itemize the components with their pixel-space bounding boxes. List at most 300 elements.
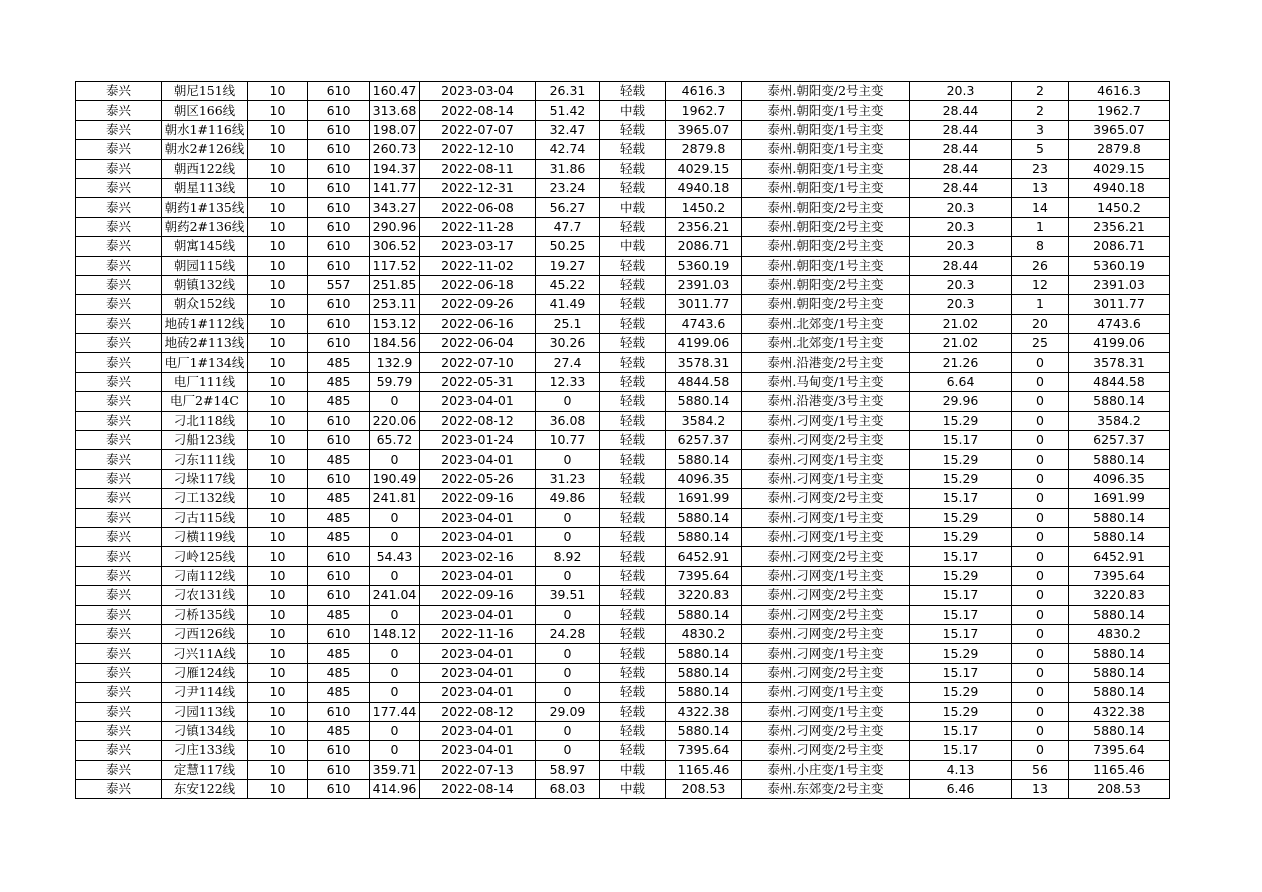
count-cell: 0 <box>1012 721 1069 740</box>
available-cell: 1165.46 <box>1069 760 1170 779</box>
line-name-cell: 定慧117线 <box>162 760 248 779</box>
date-cell: 2022-09-16 <box>420 586 536 605</box>
transformer-load-cell: 15.17 <box>910 624 1012 643</box>
line-name-cell: 刁农131线 <box>162 586 248 605</box>
transformer-load-cell: 20.3 <box>910 237 1012 256</box>
margin-cell: 3220.83 <box>666 586 742 605</box>
load-status-cell: 轻载 <box>600 178 666 197</box>
capacity-cell: 610 <box>308 411 370 430</box>
load-cell: 251.85 <box>370 275 420 294</box>
available-cell: 4029.15 <box>1069 159 1170 178</box>
load-status-cell: 轻载 <box>600 392 666 411</box>
margin-cell: 6452.91 <box>666 547 742 566</box>
capacity-cell: 610 <box>308 586 370 605</box>
table-row <box>76 372 1170 391</box>
load-rate-cell: 0 <box>536 663 600 682</box>
load-rate-cell: 68.03 <box>536 780 600 799</box>
load-cell: 117.52 <box>370 256 420 275</box>
available-cell: 1691.99 <box>1069 489 1170 508</box>
load-cell: 198.07 <box>370 120 420 139</box>
count-cell: 25 <box>1012 334 1069 353</box>
line-name-cell: 刁古115线 <box>162 508 248 527</box>
capacity-cell: 610 <box>308 760 370 779</box>
city-cell: 泰兴 <box>76 605 162 624</box>
table-row <box>76 120 1170 139</box>
capacity-cell: 485 <box>308 663 370 682</box>
voltage-cell: 10 <box>248 663 308 682</box>
capacity-cell: 485 <box>308 508 370 527</box>
transformer-load-cell: 15.17 <box>910 741 1012 760</box>
line-name-cell: 刁工132线 <box>162 489 248 508</box>
load-status-cell: 轻载 <box>600 275 666 294</box>
load-status-cell: 中载 <box>600 101 666 120</box>
date-cell: 2022-06-16 <box>420 314 536 333</box>
load-cell: 65.72 <box>370 431 420 450</box>
transformer-load-cell: 15.29 <box>910 566 1012 585</box>
load-rate-cell: 41.49 <box>536 295 600 314</box>
transformer-load-cell: 28.44 <box>910 120 1012 139</box>
capacity-cell: 610 <box>308 624 370 643</box>
voltage-cell: 10 <box>248 780 308 799</box>
line-name-cell: 朝西122线 <box>162 159 248 178</box>
count-cell: 0 <box>1012 469 1069 488</box>
line-name-cell: 朝星113线 <box>162 178 248 197</box>
load-cell: 0 <box>370 644 420 663</box>
margin-cell: 5880.14 <box>666 508 742 527</box>
voltage-cell: 10 <box>248 372 308 391</box>
capacity-cell: 485 <box>308 489 370 508</box>
margin-cell: 4322.38 <box>666 702 742 721</box>
load-rate-cell: 31.23 <box>536 469 600 488</box>
load-status-cell: 轻载 <box>600 159 666 178</box>
transformer-load-cell: 4.13 <box>910 760 1012 779</box>
load-status-cell: 轻载 <box>600 566 666 585</box>
voltage-cell: 10 <box>248 605 308 624</box>
table-row <box>76 721 1170 740</box>
transformer-cell: 泰州.沿港变/2号主变 <box>742 353 910 372</box>
capacity-cell: 610 <box>308 101 370 120</box>
line-name-cell: 刁东111线 <box>162 450 248 469</box>
transformer-load-cell: 20.3 <box>910 275 1012 294</box>
available-cell: 5880.14 <box>1069 392 1170 411</box>
load-rate-cell: 12.33 <box>536 372 600 391</box>
capacity-cell: 610 <box>308 334 370 353</box>
table-row <box>76 489 1170 508</box>
load-cell: 0 <box>370 392 420 411</box>
available-cell: 2879.8 <box>1069 140 1170 159</box>
capacity-cell: 485 <box>308 605 370 624</box>
table-row <box>76 450 1170 469</box>
load-cell: 141.77 <box>370 178 420 197</box>
date-cell: 2022-11-28 <box>420 217 536 236</box>
capacity-cell: 610 <box>308 780 370 799</box>
table-body <box>76 82 1170 799</box>
capacity-cell: 610 <box>308 741 370 760</box>
line-name-cell: 刁园113线 <box>162 702 248 721</box>
voltage-cell: 10 <box>248 469 308 488</box>
table-row <box>76 741 1170 760</box>
voltage-cell: 10 <box>248 760 308 779</box>
count-cell: 0 <box>1012 624 1069 643</box>
table-row <box>76 760 1170 779</box>
available-cell: 3965.07 <box>1069 120 1170 139</box>
voltage-cell: 10 <box>248 741 308 760</box>
margin-cell: 4743.6 <box>666 314 742 333</box>
available-cell: 4743.6 <box>1069 314 1170 333</box>
load-status-cell: 轻载 <box>600 217 666 236</box>
load-cell: 414.96 <box>370 780 420 799</box>
city-cell: 泰兴 <box>76 760 162 779</box>
city-cell: 泰兴 <box>76 702 162 721</box>
load-rate-cell: 0 <box>536 605 600 624</box>
load-cell: 220.06 <box>370 411 420 430</box>
voltage-cell: 10 <box>248 82 308 101</box>
transformer-load-cell: 15.29 <box>910 527 1012 546</box>
capacity-cell: 610 <box>308 431 370 450</box>
count-cell: 0 <box>1012 392 1069 411</box>
table-row <box>76 586 1170 605</box>
voltage-cell: 10 <box>248 101 308 120</box>
load-cell: 306.52 <box>370 237 420 256</box>
date-cell: 2022-08-11 <box>420 159 536 178</box>
load-status-cell: 轻载 <box>600 489 666 508</box>
transformer-cell: 泰州.朝阳变/1号主变 <box>742 256 910 275</box>
capacity-cell: 610 <box>308 566 370 585</box>
date-cell: 2023-04-01 <box>420 721 536 740</box>
available-cell: 3220.83 <box>1069 586 1170 605</box>
count-cell: 23 <box>1012 159 1069 178</box>
load-cell: 313.68 <box>370 101 420 120</box>
transformer-cell: 泰州.刁网变/2号主变 <box>742 586 910 605</box>
count-cell: 20 <box>1012 314 1069 333</box>
load-status-cell: 轻载 <box>600 334 666 353</box>
date-cell: 2022-08-12 <box>420 702 536 721</box>
capacity-cell: 610 <box>308 120 370 139</box>
margin-cell: 4616.3 <box>666 82 742 101</box>
load-cell: 0 <box>370 721 420 740</box>
load-cell: 290.96 <box>370 217 420 236</box>
line-name-cell: 刁南112线 <box>162 566 248 585</box>
transformer-cell: 泰州.刁网变/2号主变 <box>742 489 910 508</box>
capacity-cell: 485 <box>308 683 370 702</box>
margin-cell: 5880.14 <box>666 450 742 469</box>
load-rate-cell: 42.74 <box>536 140 600 159</box>
capacity-cell: 485 <box>308 450 370 469</box>
voltage-cell: 10 <box>248 314 308 333</box>
capacity-cell: 610 <box>308 198 370 217</box>
transformer-load-cell: 6.64 <box>910 372 1012 391</box>
date-cell: 2022-09-16 <box>420 489 536 508</box>
available-cell: 7395.64 <box>1069 566 1170 585</box>
transformer-load-cell: 15.17 <box>910 489 1012 508</box>
available-cell: 5880.14 <box>1069 721 1170 740</box>
load-status-cell: 中载 <box>600 198 666 217</box>
load-status-cell: 轻载 <box>600 120 666 139</box>
margin-cell: 6257.37 <box>666 431 742 450</box>
transformer-cell: 泰州.刁网变/2号主变 <box>742 624 910 643</box>
line-name-cell: 朝园115线 <box>162 256 248 275</box>
available-cell: 2391.03 <box>1069 275 1170 294</box>
count-cell: 13 <box>1012 178 1069 197</box>
load-cell: 132.9 <box>370 353 420 372</box>
load-rate-cell: 51.42 <box>536 101 600 120</box>
load-status-cell: 轻载 <box>600 256 666 275</box>
line-name-cell: 刁北118线 <box>162 411 248 430</box>
count-cell: 0 <box>1012 547 1069 566</box>
transformer-load-cell: 15.29 <box>910 450 1012 469</box>
transformer-cell: 泰州.朝阳变/2号主变 <box>742 217 910 236</box>
line-name-cell: 刁兴11A线 <box>162 644 248 663</box>
count-cell: 14 <box>1012 198 1069 217</box>
line-name-cell: 东安122线 <box>162 780 248 799</box>
available-cell: 4616.3 <box>1069 82 1170 101</box>
voltage-cell: 10 <box>248 178 308 197</box>
city-cell: 泰兴 <box>76 198 162 217</box>
load-cell: 0 <box>370 527 420 546</box>
transformer-load-cell: 15.17 <box>910 605 1012 624</box>
margin-cell: 1450.2 <box>666 198 742 217</box>
transformer-cell: 泰州.朝阳变/2号主变 <box>742 237 910 256</box>
date-cell: 2023-04-01 <box>420 527 536 546</box>
line-name-cell: 刁庄133线 <box>162 741 248 760</box>
table-row <box>76 140 1170 159</box>
load-cell: 190.49 <box>370 469 420 488</box>
load-rate-cell: 0 <box>536 527 600 546</box>
line-name-cell: 朝众152线 <box>162 295 248 314</box>
voltage-cell: 10 <box>248 566 308 585</box>
transformer-load-cell: 15.17 <box>910 663 1012 682</box>
table-row <box>76 469 1170 488</box>
voltage-cell: 10 <box>248 683 308 702</box>
table-row <box>76 295 1170 314</box>
voltage-cell: 10 <box>248 275 308 294</box>
count-cell: 1 <box>1012 217 1069 236</box>
voltage-cell: 10 <box>248 547 308 566</box>
line-name-cell: 电厂1#134线 <box>162 353 248 372</box>
load-cell: 343.27 <box>370 198 420 217</box>
transformer-cell: 泰州.马甸变/1号主变 <box>742 372 910 391</box>
line-name-cell: 电厂2#14C <box>162 392 248 411</box>
voltage-cell: 10 <box>248 334 308 353</box>
available-cell: 6452.91 <box>1069 547 1170 566</box>
load-status-cell: 轻载 <box>600 624 666 643</box>
line-name-cell: 刁尹114线 <box>162 683 248 702</box>
transformer-cell: 泰州.朝阳变/2号主变 <box>742 295 910 314</box>
transformer-load-cell: 15.17 <box>910 547 1012 566</box>
load-cell: 359.71 <box>370 760 420 779</box>
date-cell: 2023-01-24 <box>420 431 536 450</box>
load-status-cell: 轻载 <box>600 411 666 430</box>
load-rate-cell: 0 <box>536 741 600 760</box>
transformer-cell: 泰州.朝阳变/1号主变 <box>742 159 910 178</box>
city-cell: 泰兴 <box>76 586 162 605</box>
load-cell: 148.12 <box>370 624 420 643</box>
available-cell: 2086.71 <box>1069 237 1170 256</box>
margin-cell: 5880.14 <box>666 683 742 702</box>
count-cell: 0 <box>1012 586 1069 605</box>
table-row <box>76 663 1170 682</box>
city-cell: 泰兴 <box>76 663 162 682</box>
city-cell: 泰兴 <box>76 527 162 546</box>
city-cell: 泰兴 <box>76 469 162 488</box>
transformer-load-cell: 20.3 <box>910 82 1012 101</box>
margin-cell: 5880.14 <box>666 392 742 411</box>
load-rate-cell: 49.86 <box>536 489 600 508</box>
available-cell: 5880.14 <box>1069 450 1170 469</box>
table-row <box>76 702 1170 721</box>
load-cell: 260.73 <box>370 140 420 159</box>
count-cell: 5 <box>1012 140 1069 159</box>
date-cell: 2022-12-31 <box>420 178 536 197</box>
margin-cell: 4844.58 <box>666 372 742 391</box>
date-cell: 2022-07-10 <box>420 353 536 372</box>
load-status-cell: 轻载 <box>600 527 666 546</box>
date-cell: 2023-03-04 <box>420 82 536 101</box>
load-cell: 0 <box>370 508 420 527</box>
load-status-cell: 轻载 <box>600 353 666 372</box>
load-rate-cell: 24.28 <box>536 624 600 643</box>
count-cell: 0 <box>1012 450 1069 469</box>
available-cell: 3584.2 <box>1069 411 1170 430</box>
count-cell: 0 <box>1012 489 1069 508</box>
load-cell: 241.81 <box>370 489 420 508</box>
city-cell: 泰兴 <box>76 237 162 256</box>
margin-cell: 5360.19 <box>666 256 742 275</box>
table-row <box>76 198 1170 217</box>
capacity-cell: 610 <box>308 314 370 333</box>
count-cell: 0 <box>1012 663 1069 682</box>
transformer-cell: 泰州.刁网变/2号主变 <box>742 605 910 624</box>
load-rate-cell: 27.4 <box>536 353 600 372</box>
voltage-cell: 10 <box>248 198 308 217</box>
date-cell: 2023-04-01 <box>420 741 536 760</box>
available-cell: 3578.31 <box>1069 353 1170 372</box>
count-cell: 0 <box>1012 372 1069 391</box>
capacity-cell: 485 <box>308 644 370 663</box>
transformer-cell: 泰州.刁网变/2号主变 <box>742 547 910 566</box>
city-cell: 泰兴 <box>76 489 162 508</box>
load-status-cell: 轻载 <box>600 508 666 527</box>
load-cell: 0 <box>370 663 420 682</box>
count-cell: 12 <box>1012 275 1069 294</box>
load-rate-cell: 10.77 <box>536 431 600 450</box>
transformer-load-cell: 28.44 <box>910 140 1012 159</box>
line-name-cell: 朝药2#136线 <box>162 217 248 236</box>
date-cell: 2023-04-01 <box>420 605 536 624</box>
line-name-cell: 朝水2#126线 <box>162 140 248 159</box>
voltage-cell: 10 <box>248 721 308 740</box>
margin-cell: 3578.31 <box>666 353 742 372</box>
transformer-load-cell: 15.29 <box>910 411 1012 430</box>
load-status-cell: 中载 <box>600 760 666 779</box>
line-name-cell: 刁船123线 <box>162 431 248 450</box>
load-cell: 184.56 <box>370 334 420 353</box>
city-cell: 泰兴 <box>76 275 162 294</box>
transformer-load-cell: 20.3 <box>910 295 1012 314</box>
capacity-cell: 610 <box>308 140 370 159</box>
load-rate-cell: 26.31 <box>536 82 600 101</box>
margin-cell: 1165.46 <box>666 760 742 779</box>
load-cell: 253.11 <box>370 295 420 314</box>
margin-cell: 2879.8 <box>666 140 742 159</box>
transformer-cell: 泰州.朝阳变/2号主变 <box>742 198 910 217</box>
line-name-cell: 刁横119线 <box>162 527 248 546</box>
date-cell: 2023-04-01 <box>420 566 536 585</box>
load-rate-cell: 0 <box>536 644 600 663</box>
available-cell: 5880.14 <box>1069 683 1170 702</box>
line-name-cell: 朝尼151线 <box>162 82 248 101</box>
load-rate-cell: 25.1 <box>536 314 600 333</box>
date-cell: 2023-02-16 <box>420 547 536 566</box>
count-cell: 0 <box>1012 431 1069 450</box>
voltage-cell: 10 <box>248 353 308 372</box>
load-rate-cell: 58.97 <box>536 760 600 779</box>
transformer-load-cell: 15.29 <box>910 683 1012 702</box>
load-rate-cell: 45.22 <box>536 275 600 294</box>
table-row <box>76 101 1170 120</box>
date-cell: 2022-11-16 <box>420 624 536 643</box>
table-row <box>76 353 1170 372</box>
transformer-cell: 泰州.刁网变/2号主变 <box>742 721 910 740</box>
date-cell: 2023-04-01 <box>420 683 536 702</box>
table-row <box>76 411 1170 430</box>
table-row <box>76 683 1170 702</box>
margin-cell: 5880.14 <box>666 644 742 663</box>
count-cell: 2 <box>1012 101 1069 120</box>
load-status-cell: 轻载 <box>600 140 666 159</box>
load-cell: 54.43 <box>370 547 420 566</box>
line-name-cell: 刁垛117线 <box>162 469 248 488</box>
margin-cell: 3011.77 <box>666 295 742 314</box>
load-rate-cell: 8.92 <box>536 547 600 566</box>
load-cell: 0 <box>370 683 420 702</box>
capacity-cell: 610 <box>308 159 370 178</box>
margin-cell: 4096.35 <box>666 469 742 488</box>
margin-cell: 7395.64 <box>666 741 742 760</box>
load-rate-cell: 19.27 <box>536 256 600 275</box>
count-cell: 26 <box>1012 256 1069 275</box>
load-cell: 0 <box>370 741 420 760</box>
load-status-cell: 轻载 <box>600 644 666 663</box>
transformer-load-cell: 6.46 <box>910 780 1012 799</box>
voltage-cell: 10 <box>248 237 308 256</box>
line-name-cell: 电厂111线 <box>162 372 248 391</box>
city-cell: 泰兴 <box>76 159 162 178</box>
city-cell: 泰兴 <box>76 411 162 430</box>
load-rate-cell: 0 <box>536 450 600 469</box>
margin-cell: 2391.03 <box>666 275 742 294</box>
transformer-load-cell: 15.29 <box>910 508 1012 527</box>
count-cell: 0 <box>1012 566 1069 585</box>
margin-cell: 208.53 <box>666 780 742 799</box>
load-cell: 153.12 <box>370 314 420 333</box>
city-cell: 泰兴 <box>76 566 162 585</box>
load-rate-cell: 0 <box>536 508 600 527</box>
load-rate-cell: 30.26 <box>536 334 600 353</box>
load-status-cell: 轻载 <box>600 82 666 101</box>
table-row <box>76 178 1170 197</box>
margin-cell: 4199.06 <box>666 334 742 353</box>
table-row <box>76 547 1170 566</box>
date-cell: 2022-12-10 <box>420 140 536 159</box>
voltage-cell: 10 <box>248 508 308 527</box>
load-rate-cell: 0 <box>536 721 600 740</box>
voltage-cell: 10 <box>248 624 308 643</box>
transformer-load-cell: 20.3 <box>910 198 1012 217</box>
margin-cell: 5880.14 <box>666 605 742 624</box>
transformer-cell: 泰州.刁网变/1号主变 <box>742 411 910 430</box>
date-cell: 2022-07-07 <box>420 120 536 139</box>
